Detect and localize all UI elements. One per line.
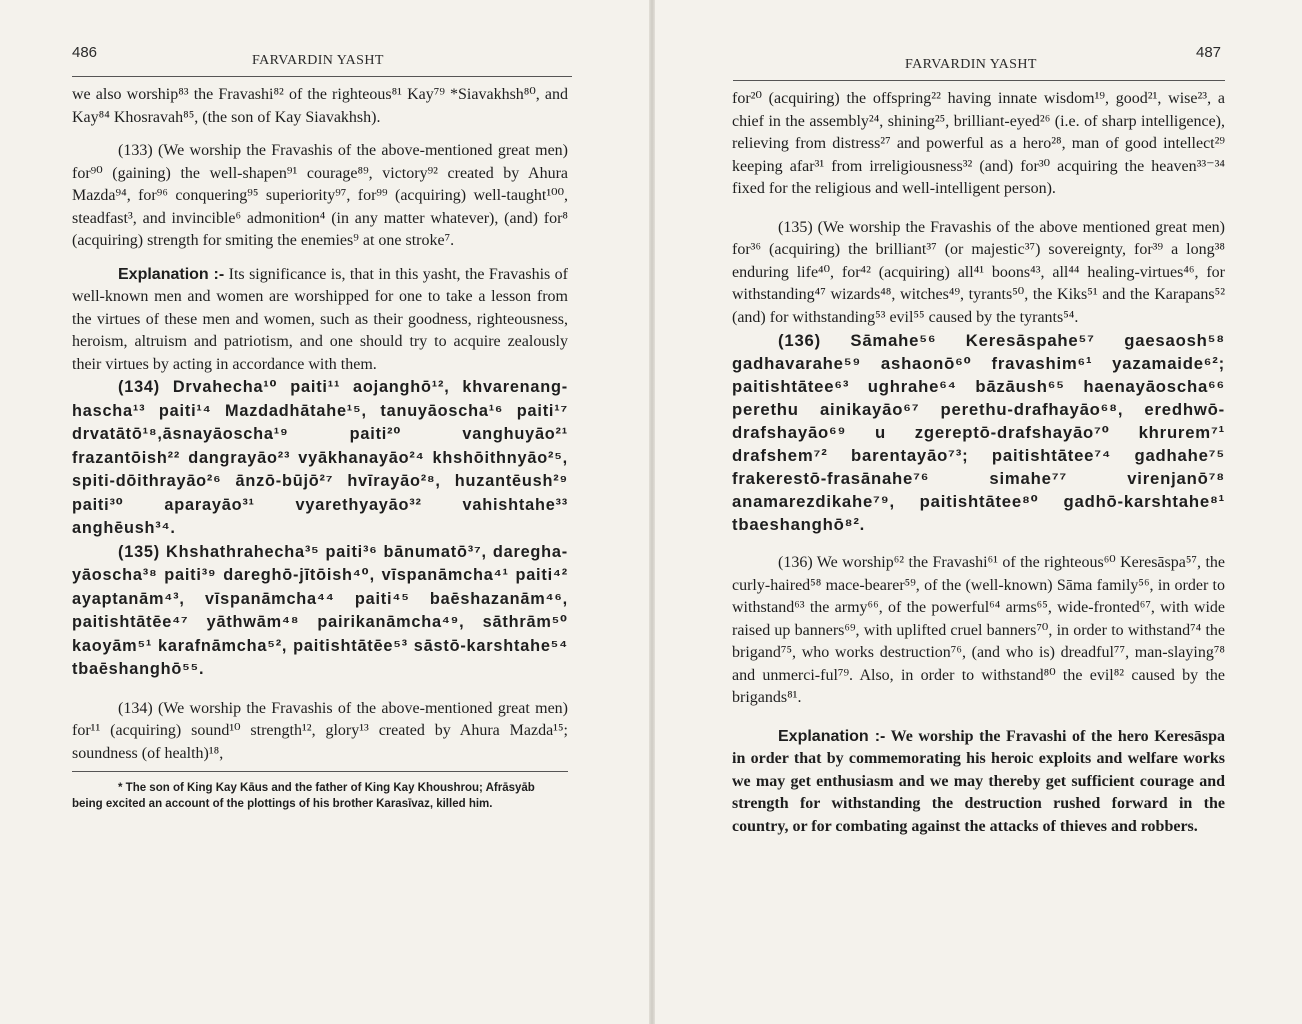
avestan-verse-136: (136) Sāmahe⁵⁶ Keresāspahe⁵⁷ gaesaosh⁵⁸ gadhavarahe⁵⁹ ashaonō⁶⁰ fravashim⁶¹ yazamaide⁶²; paitishtātee⁶³ ughrahe⁶⁴ bāzāush⁶⁵ haenayāoscha⁶⁶ perethu ainikayāo⁶⁷ perethu-drafhayāo⁶⁸, eredhwō-drafshayāo⁶⁹ u zgereptō-drafshayāo⁷⁰ khrurem⁷¹ drafshem⁷² barentayāo⁷³; paitishtātee⁷⁴ gadhahe⁷⁵ frakerestō-frasānahe⁷⁶ simahe⁷⁷ virenjanō⁷⁸ anamarezdikahe⁷⁹, paitishtātee⁸⁰ gadhō-karshtahe⁸¹ tbaeshanghō⁸². [732, 331, 1225, 534]
explanation-paragraph [732, 726, 1225, 839]
explanation-text: We worship the Fravashi of the hero Keresāspa in order that by commemorating his heroic exploits and welfare works we may get enthusiasm and we may thereby get sufficient courage and strength for withstanding the destruction rushed forward in the country, or for combating against the attacks of thieves and robbers. [732, 727, 1226, 835]
running-title: FARVARDIN YASHT [252, 53, 384, 68]
avestan-verse-135: (135) Khshathrahecha³⁵ paiti³⁶ bānumatō³⁷, daregha-yāoscha³⁸ paiti³⁹ dareghō-jītōish⁴⁰, vīspanāmcha⁴¹ paiti⁴² ayaptanām⁴³, vīspanāmcha⁴⁴ paiti⁴⁵ baēshazanām⁴⁶, paitishtātēe⁴⁷ yāthwām⁴⁸ pairikanāmcha⁴⁹, sāthrām⁵⁰ kaoyām⁵¹ karafnāmcha⁵², paitishtātēe⁵³ sāstō-karshtahe⁵⁴ tbaēshanghō⁵⁵. [72, 542, 568, 678]
explanation-label: Explanation :- [118, 265, 225, 283]
left-page [0, 0, 649, 1024]
header-rule [733, 80, 1225, 81]
translation-paragraph-134: (134) (We worship the Fravashis of the above-mentioned great men) for¹¹ (acquiring) sound¹⁰ strength¹², glory¹³ created by Ahura Mazda¹⁵; soundness (of health)¹⁸, [72, 699, 568, 762]
explanation-text: Its significance is, that in this yasht, the Fravashis of well-known men and women are worshipped for one to take a lesson from the virtues of these men and women, such as their goodness, righteousness, heroism, altruism and patriotism, and one should try to acquire zealously their virtues by acting in accordance with them. [72, 265, 569, 373]
footnote-rule [72, 771, 568, 772]
page-body [732, 88, 1225, 838]
explanation-label: Explanation :- [778, 727, 886, 745]
translation-paragraph-133: (133) (We worship the Fravashis of the above-mentioned great men) for⁹⁰ (gaining) the well-shapen⁹¹ courage⁸⁹, victory⁹² created by Ahura Mazda⁹⁴, for⁹⁶ conquering⁹⁵ superiority⁹⁷, for⁹⁹ (acquiring) well-taught¹⁰⁰, steadfast³, and invincible⁶ admonition⁴ (in any matter whatever), (and) for⁸ (acquiring) strength for smiting the enemies⁹ at one stroke⁷. [72, 142, 568, 249]
translation-paragraph-136: (136) We worship⁶² the Fravashi⁶¹ of the righteous⁶⁰ Keresāspa⁵⁷, the curly-haired⁵⁸ mace-bearer⁵⁹, of the (well-known) Sāma family⁵⁶, in order to withstand⁶³ the army⁶⁶, of the powerful⁶⁴ arms⁶⁵, wide-fronted⁶⁷, with wide raised up banners⁶⁹, with uplifted cruel banners⁷⁰, in order to withstand⁷⁴ the brigand⁷⁵, who works destruction⁷⁶, (and who is) dreadful⁷⁷, man-slaying⁷⁸ and unmerci-ful⁷⁹. Also, in order to withstand⁸⁰ the evil⁸² caused by the brigands⁸¹. [732, 554, 1225, 706]
page-number: 486 [72, 44, 98, 61]
continuation-paragraph: we also worship⁸³ the Fravashi⁸² of the righteous⁸¹ Kay⁷⁹ *Siavakhsh⁸⁰, and Kay⁸⁴ Khosravah⁸⁵, (the son of Kay Siavakhsh). [72, 86, 568, 126]
right-page [655, 0, 1302, 1024]
header-rule [72, 76, 572, 77]
running-title: FARVARDIN YASHT [905, 57, 1037, 72]
footnote: * The son of King Kay Kāus and the father of King Kay Khoushrou; Afrāsyāb being excited an account of the plottings of his brother Karasīvaz, killed him. [72, 782, 535, 810]
explanation-paragraph [72, 264, 568, 377]
avestan-verse-134: (134) Drvahecha¹⁰ paiti¹¹ aojanghō¹², khvarenang-hascha¹³ paiti¹⁴ Mazdadhātahe¹⁵, tanuyāoscha¹⁶ paiti¹⁷ drvatātō¹⁸,āsnayāoscha¹⁹ paiti²⁰ vanghuyāo²¹ frazantōish²² dangrayāo²³ vyākhanayāo²⁴ khshōithnyāo²⁵, spiti-dōithrayāo²⁶ ānzō-būjō²⁷ hvīrayāo²⁸, huzantēush²⁹ paiti³⁰ aparayāo³¹ vyarethyayāo³² vahishtahe³³ anghēush³⁴. [72, 378, 568, 537]
continuation-paragraph: for²⁰ (acquiring) the offspring²² having innate wisdom¹⁹, good²¹, wise²³, a chief in the assembly²⁴, shining²⁵, brilliant-eyed²⁶ (i.e. of sharp intelligence), relieving from distress²⁷ and powerful as a hero²⁸, man of good intellect²⁹ keeping afar³¹ from irreligiousness³² (and) for³⁰ acquiring the heaven³³⁻³⁴ fixed for the religious and well-intelligent person). [732, 90, 1225, 197]
page-number: 487 [1196, 44, 1222, 61]
page-body [72, 84, 568, 812]
translation-paragraph-135: (135) (We worship the Fravashis of the above mentioned great men) for³⁶ (acquiring) the brilliant³⁷ (or majestic³⁷) sovereignty, for³⁹ a long³⁸ enduring life⁴⁰, for⁴² (acquiring) all⁴¹ boons⁴³, all⁴⁴ healing-virtues⁴⁶, for withstanding⁴⁷ wizards⁴⁸, witches⁴⁹, tyrants⁵⁰, the Kiks⁵¹ and the Karapans⁵² (and) for withstanding⁵³ evil⁵⁵ caused by the tyrants⁵⁴. [732, 218, 1225, 326]
